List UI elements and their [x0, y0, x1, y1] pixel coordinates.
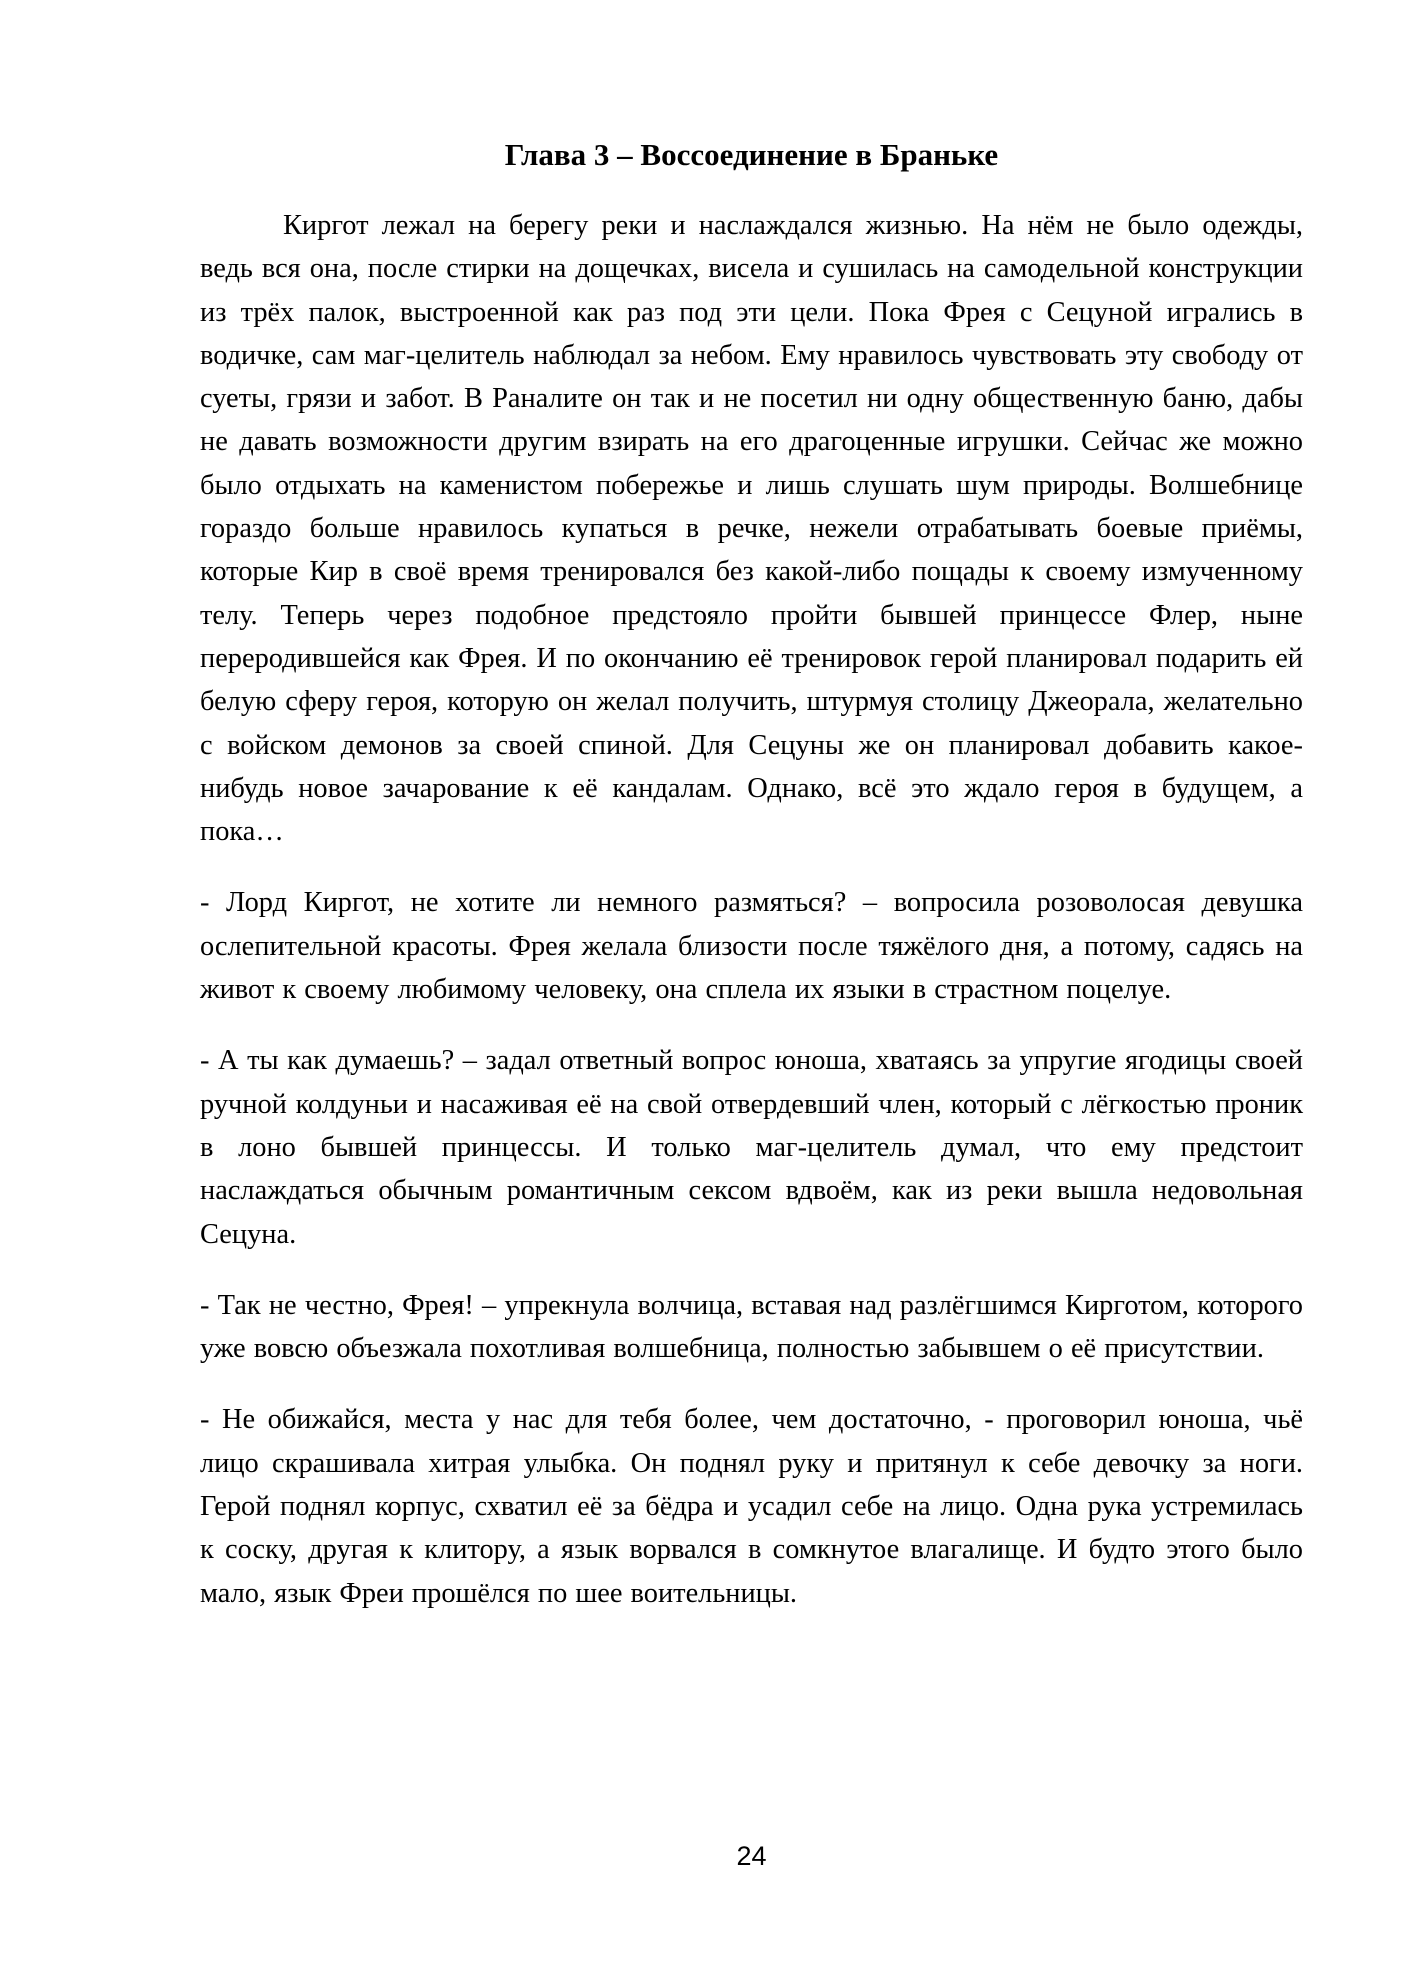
text-block: [200, 133, 1303, 1643]
chapter-title: Глава 3 – Воссоединение в Браньке: [504, 137, 999, 172]
page-number: 24: [736, 1841, 767, 1871]
dialogue-paragraph: - А ты как думаешь? – задал ответный вопрос юноша, хватаясь за упругие ягодицы своей ручной колдуньи и насаживая её на свой отвердевший член, который с лёгкостью проник в лоно бывшей принцессы. И только маг-целитель думал, что ему предстоит наслаждаться обычным романтичным сексом вдвоём, как из реки вышла недовольная Сецуна.: [200, 1045, 1303, 1250]
body-paragraph: Киргот лежал на берегу реки и наслаждался жизнью. На нём не было одежды, ведь вся она, после стирки на дощечках, висела и сушилась на самодельной конструкции из трёх палок, выстроенной как раз под эти цели. Пока Фрея с Сецуной игрались в водичке, сам маг-целитель наблюдал за небом. Ему нравилось чувствовать эту свободу от суеты, грязи и забот. В Раналите он так и не посетил ни одну общественную баню, дабы не давать возможности другим взирать на его драгоценные игрушки. Сейчас же можно было отдыхать на каменистом побережье и лишь слушать шум природы. Волшебнице гораздо больше нравилось купаться в речке, нежели отрабатывать боевые приёмы, которые Кир в своё время тренировался без какой-либо пощады к своему измученному телу. Теперь через подобное предстояло пройти бывшей принцессе Флер, ныне переродившейся как Фрея. И по окончанию её тренировок герой планировал подарить ей белую сферу героя, которую он желал получить, штурмуя столицу Джеорала, желательно с войском демонов за своей спиной. Для Сецуны же он планировал добавить какое-нибудь новое зачарование к её кандалам. Однако, всё это ждало героя в будущем, а пока…: [200, 210, 1303, 848]
dialogue-paragraph: - Лорд Киргот, не хотите ли немного размяться? – вопросила розоволосая девушка ослепительной красоты. Фрея желала близости после тяжёлого дня, а потому, садясь на живот к своему любимому человеку, она сплела их языки в страстном поцелуе.: [200, 887, 1303, 1006]
dialogue-paragraph: - Не обижайся, места у нас для тебя более, чем достаточно, - проговорил юноша, чьё лицо скрашивала хитрая улыбка. Он поднял руку и притянул к себе девочку за ноги. Герой поднял корпус, схватил её за бёдра и усадил себе на лицо. Одна рука устремилась к соску, другая к клитору, а язык ворвался в сомкнутое влагалище. И будто этого было мало, язык Фреи прошёлся по шее воительницы.: [200, 1404, 1303, 1609]
dialogue-paragraph: - Так не честно, Фрея! – упрекнула волчица, вставая над разлёгшимся Кирготом, которого уже вовсю объезжала похотливая волшебница, полностью забывшем о её присутствии.: [200, 1289, 1303, 1365]
